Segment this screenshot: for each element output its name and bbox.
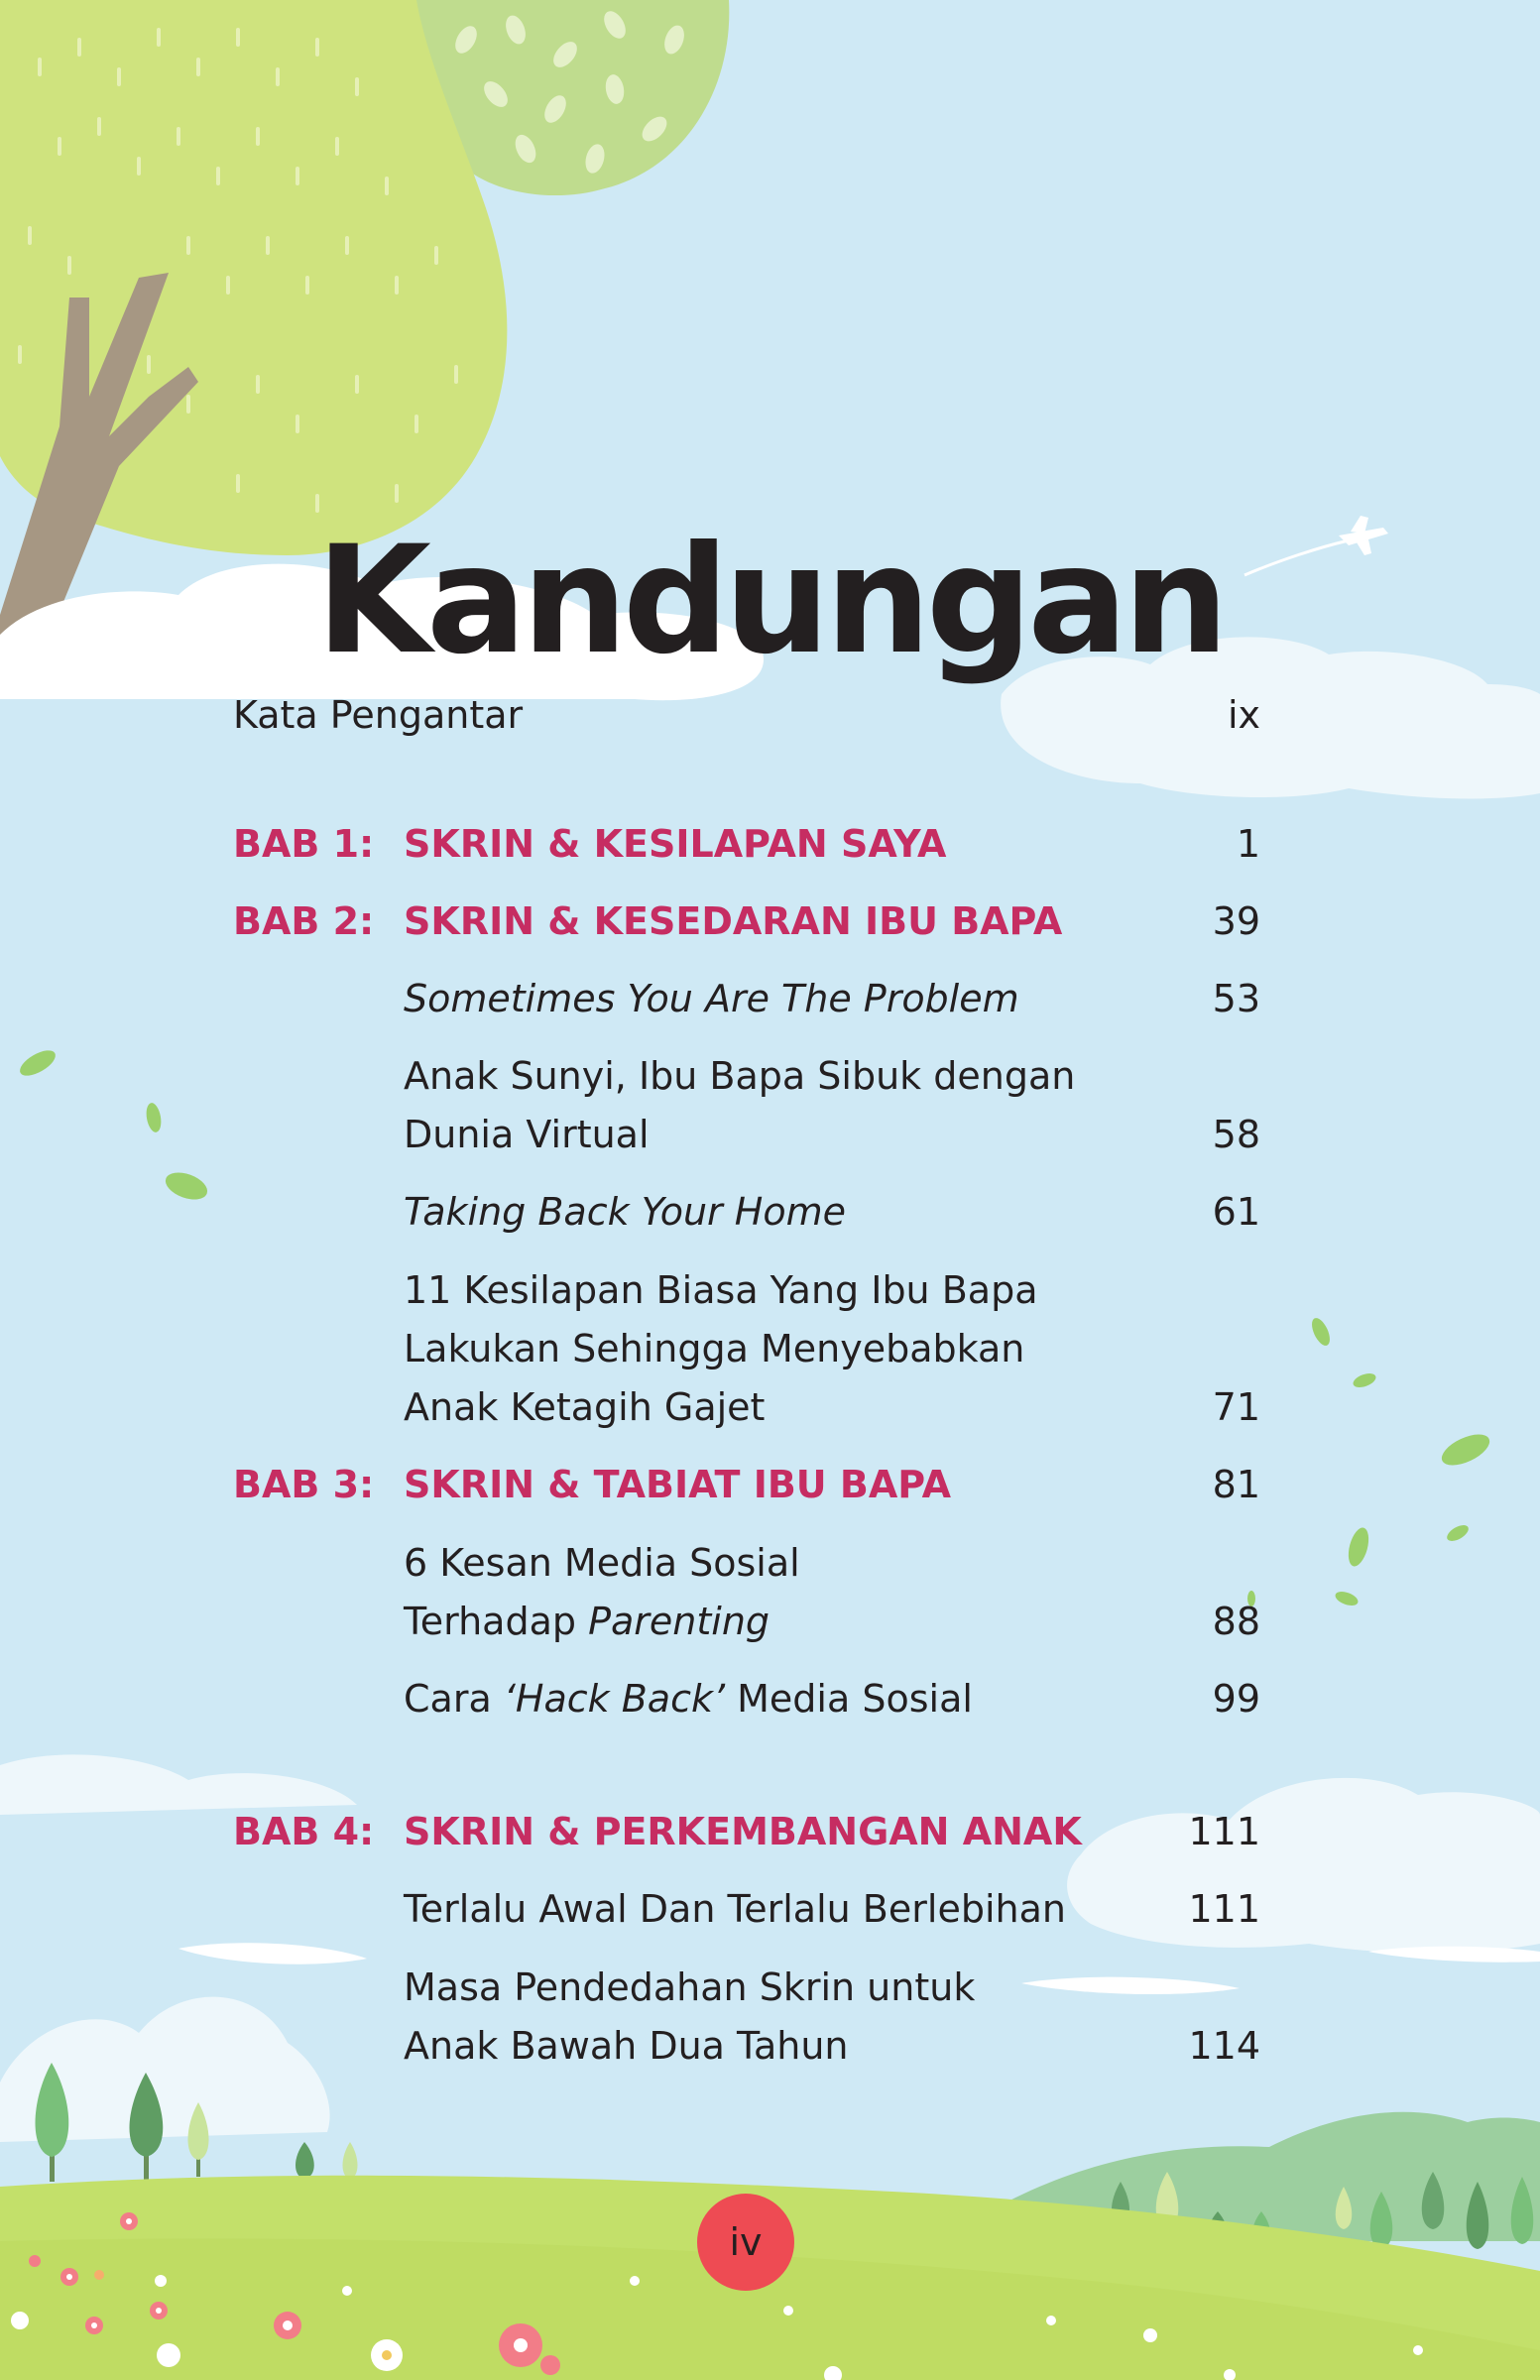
chapter-title: SKRIN & KESEDARAN IBU BAPA <box>404 899 1063 943</box>
toc-page-number: 61 <box>1212 1190 1260 1234</box>
section-title: Sometimes You Are The Problem <box>404 977 1019 1020</box>
toc-page-number: 1 <box>1236 822 1260 866</box>
toc-page-number: 111 <box>1188 1887 1260 1931</box>
section-title-plain: Terhadap <box>404 1600 589 1643</box>
chapter-label: BAB 3: <box>233 1463 375 1506</box>
section-title-line: Anak Ketagih Gajet <box>404 1385 766 1429</box>
page-title: Kandungan <box>315 514 1225 687</box>
section-title-line: 11 Kesilapan Biasa Yang Ibu Bapa <box>404 1268 1038 1312</box>
section-title-italic: ‘Hack Back’ <box>503 1677 726 1721</box>
section-title-line: Anak Sunyi, Ibu Bapa Sibuk dengan <box>404 1054 1076 1098</box>
toc-page-number: 39 <box>1212 899 1260 943</box>
section-title: Taking Back Your Home <box>404 1190 846 1234</box>
page-number-badge: iv <box>697 2194 794 2291</box>
toc-page-number: 99 <box>1212 1677 1260 1721</box>
chapter-title: SKRIN & PERKEMBANGAN ANAK <box>404 1810 1082 1853</box>
chapter-label: BAB 4: <box>233 1810 375 1853</box>
toc-page-number: 81 <box>1212 1463 1260 1506</box>
section-title-line: Anak Bawah Dua Tahun <box>404 2024 849 2068</box>
chapter-label: BAB 2: <box>233 899 375 943</box>
toc-page-number: ix <box>1227 693 1260 737</box>
toc-page-number: 53 <box>1212 977 1260 1020</box>
section-title <box>404 1670 973 1728</box>
section-title-plain: Cara <box>404 1677 504 1721</box>
toc-entry-title: Kata Pengantar <box>233 693 524 737</box>
toc-page-number: 71 <box>1212 1385 1260 1429</box>
section-title: Terlalu Awal Dan Terlalu Berlebihan <box>404 1887 1066 1931</box>
section-title-line: Lakukan Sehingga Menyebabkan <box>404 1327 1025 1370</box>
section-title-line: Dunia Virtual <box>404 1113 650 1156</box>
section-title-line: Masa Pendedahan Skrin untuk <box>404 1965 976 2009</box>
toc-page-number: 58 <box>1212 1113 1260 1156</box>
chapter-title: SKRIN & KESILAPAN SAYA <box>404 822 947 866</box>
section-title-italic: Parenting <box>588 1600 770 1643</box>
section-title-plain: Media Sosial <box>725 1677 973 1721</box>
toc-page-number: 114 <box>1188 2024 1260 2068</box>
chapter-title: SKRIN & TABIAT IBU BAPA <box>404 1463 952 1506</box>
chapter-label: BAB 1: <box>233 822 375 866</box>
section-title-line <box>404 1593 770 1651</box>
toc-page-number: 111 <box>1188 1810 1260 1853</box>
section-title-line: 6 Kesan Media Sosial <box>404 1541 800 1585</box>
toc-page-number: 88 <box>1212 1600 1260 1643</box>
